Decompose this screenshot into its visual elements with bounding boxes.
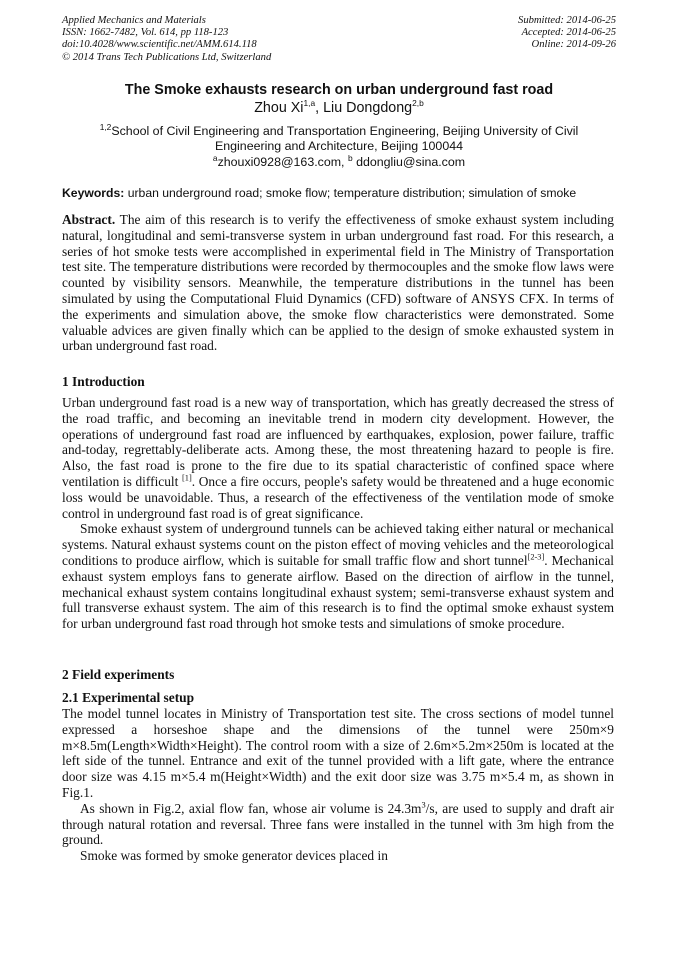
affiliation-sup: 1,2 — [99, 121, 112, 132]
online-date: Online: 2014-09-26 — [531, 39, 616, 51]
section-heading-introduction: 1 Introduction — [62, 374, 145, 389]
intro-paragraph-2 — [62, 521, 614, 632]
email-a-sup: a — [212, 152, 218, 163]
setup-paragraph-3: Smoke was formed by smoke generator devices placed in — [80, 848, 388, 864]
journal-header-right — [396, 15, 616, 52]
author-line — [62, 100, 616, 116]
author-2: Liu Dongdong — [323, 100, 413, 116]
author-1: Zhou Xi — [254, 100, 304, 116]
journal-name: Applied Mechanics and Materials — [62, 15, 206, 26]
keywords — [62, 186, 622, 200]
journal-header-left — [62, 15, 392, 64]
introduction-body — [62, 395, 614, 632]
journal-doi: doi:10.4028/www.scientific.net/AMM.614.118 — [62, 39, 257, 51]
keywords-text: urban underground road; smoke flow; temperature distribution; simulation of smoke — [124, 186, 577, 200]
setup-paragraph-2 — [62, 801, 614, 848]
cubic-sup: 3 — [421, 800, 426, 810]
abstract-label: Abstract. — [62, 212, 116, 227]
email-line — [62, 152, 616, 170]
citation-1[interactable]: [1] — [182, 473, 192, 483]
intro-p1-text-b: . Once a fire occurs, people's safety would be threatened and a huge economic loss would be unavoidable. Thus, a research of the effectiveness of the ventilation mode of smoke control in underground fast road is of great significance. — [62, 473, 615, 521]
accepted-date: Accepted: 2014-06-25 — [521, 27, 616, 39]
intro-p2-text-b: . Mechanical exhaust system employs fans to generate airflow. Based on the direction of airflow in the tunnel, mechanical exhaust system contains longitudinal exhaust system; semi-transverse exhaust system and full transverse exhaust system. The aim of this research is to find the optimal smoke exhaust system for urban underground fast road through hot smoke tests and simulations of smoke procedure. — [62, 552, 614, 632]
subsection-heading-experimental-setup: 2.1 Experimental setup — [62, 690, 195, 705]
setup-p2-text-b: /s, are used to supply and draft air through natural rotation and reversal. Three fans were installed in the tunnel with 3m high from the ground. — [62, 800, 615, 848]
email-a[interactable]: zhouxi0928@163.com, — [217, 154, 348, 169]
author-1-sup: 1,a — [303, 98, 316, 109]
affiliation — [62, 121, 616, 170]
affiliation-line-1 — [62, 121, 616, 139]
intro-p2-text-a: Smoke exhaust system of underground tunnels can be achieved taking either natural or mechanical systems. Natural exhaust systems count on the piston effect of moving vehicles and the meteorological conditions to produce airflow, which is suitable for small traffic flow and short tunnel — [62, 521, 614, 568]
email-b-sup: b — [347, 152, 353, 163]
keywords-label: Keywords: — [62, 186, 125, 200]
citation-2-3[interactable]: [2-3] — [527, 552, 545, 562]
paper-title: The Smoke exhausts research on urban underground fast road — [124, 82, 554, 98]
journal-copyright: © 2014 Trans Tech Publications Ltd, Switzerland — [62, 51, 272, 63]
setup-paragraph-1: The model tunnel locates in Ministry of Transportation test site. The cross sections of model tunnel expressed a horseshoe shape and the dimensions of the tunnel were 250m×9 m×8.5m(Length×Width×Height). The control room with a size of 2.6m×5.2m×250m is located at the left side of the tunnel. Entrance and exit of the tunnel provided with a lift gate, where the entrance door size was 4.15 m×5.4 m(Height×Width) and the exit door size was 3.75 m×5.4 m, as shown in Fig.1. — [62, 706, 614, 800]
submitted-date: Submitted: 2014-06-25 — [518, 15, 616, 26]
abstract-text: The aim of this research is to verify the effectiveness of smoke exhaust system including natural, longitudinal and semi-transverse system in urban underground fast road. For this research, a series of hot smoke tests were accomplished in experimental field in The Ministry of Transportation test site. The temperature distributions were recorded by thermocouples and the smoke flow laws were counted by visibility sensors. Meanwhile, the temperature distributions in the tunnel has been simulated by using the Computational Fluid Dynamics (CFD) software of ANSYS CFX. In terms of the experiments and simulation above, the smoke flow characteristics were demonstrated. Some valuable advices are given finally which can be applied to the design of smoke exhausted system in urban underground fast road. — [62, 212, 614, 354]
author-separator: , — [315, 100, 324, 116]
author-2-sup: 2,b — [412, 98, 424, 109]
intro-paragraph-1 — [62, 395, 614, 521]
affiliation-text-1: School of Civil Engineering and Transportation Engineering, Beijing University of Civil — [111, 124, 579, 138]
intro-p1-text-a: Urban underground fast road is a new way of transportation, which has greatly decreased the stress of the road traffic, and becoming an inevitable trend in modern city development. However, the operations of underground fast road are influenced by earthquakes, explosion, power failure, traffic and-today, regrettably-deliberate acts. Among these, the most threatening hazard to people is fire. Also, the fast road is prone to the fire due to its spatial characteristic of confined space where ventilation is difficult — [62, 395, 614, 489]
setup-p2-text-a: As shown in Fig.2, axial flow fan, whose air volume is 24.3m — [80, 800, 422, 816]
affiliation-line-2: Engineering and Architecture, Beijing 100044 — [215, 139, 463, 154]
abstract — [62, 212, 614, 354]
email-b[interactable]: ddongliu@sina.com — [352, 154, 466, 169]
section-heading-field-experiments: 2 Field experiments — [62, 667, 175, 682]
experimental-setup-body — [62, 706, 614, 864]
abstract-paragraph — [62, 212, 614, 354]
journal-issn: ISSN: 1662-7482, Vol. 614, pp 118-123 — [62, 27, 229, 39]
